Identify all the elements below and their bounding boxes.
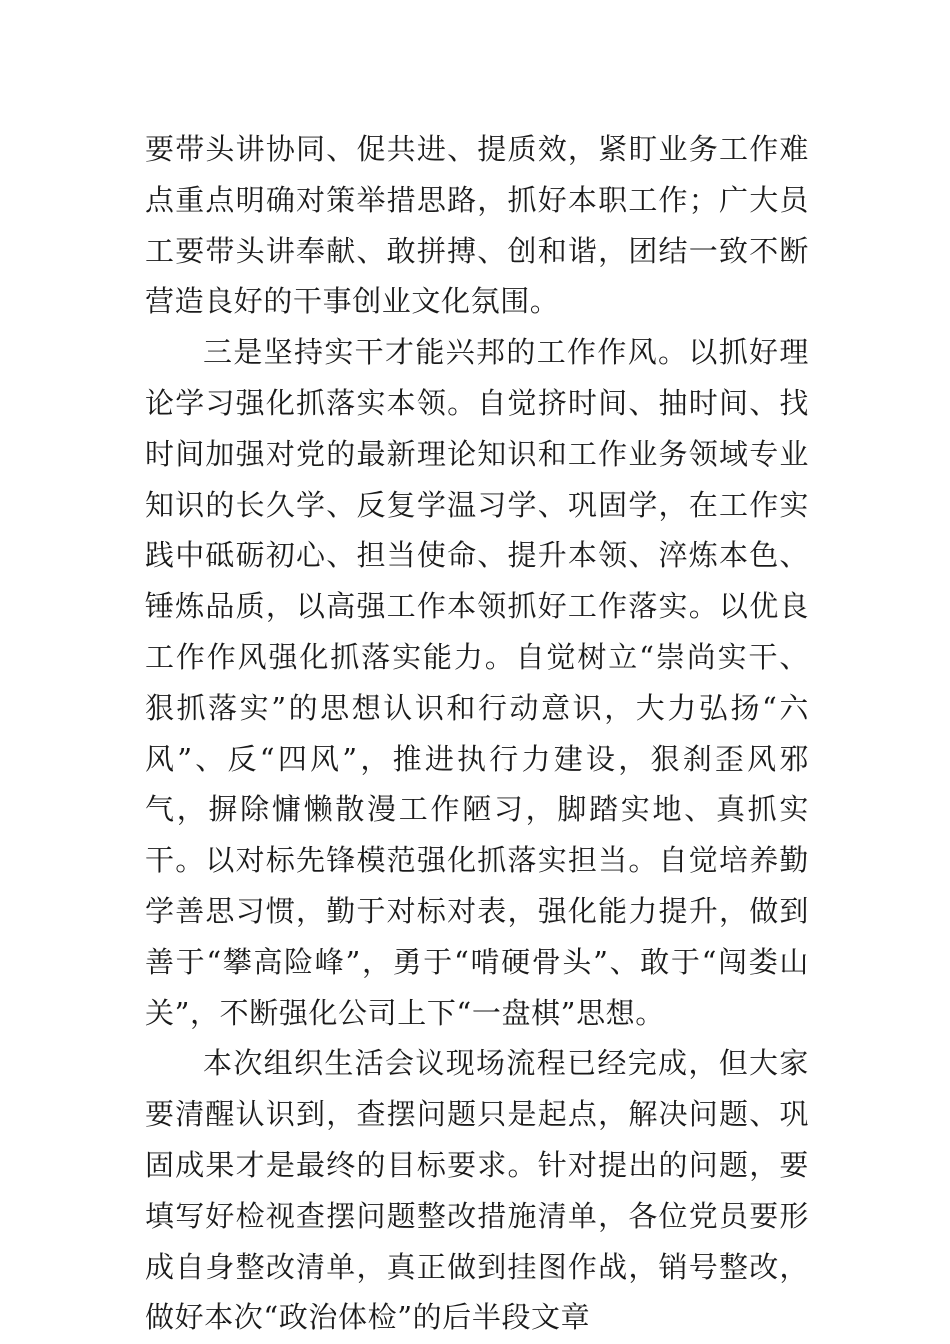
document-body xyxy=(145,124,809,1343)
paragraph-conclusion: 本次组织生活会议现场流程已经完成，但大家要清醒认识到，查摆问题只是起点，解决问题、巩固成果才是最终的目标要求。针对提出的问题，要填写好检视查摆问题整改措施清单，各位党员要形成自身整改清单，真正做到挂图作战，销号整改，做好本次“政治体检”的后半段文章 xyxy=(145,1046,809,1335)
paragraph-work-style: 三是坚持实干才能兴邦的工作作风。以抓好理论学习强化抓落实本领。自觉挤时间、抽时间、找时间加强对党的最新理论知识和工作业务领域专业知识的长久学、反复学温习学、巩固学，在工作实践中砥砺初心、担当使命、提升本领、淬炼本色、锤炼品质，以高强工作本领抓好工作落实。以优良工作作风强化抓落实能力。自觉树立“崇尚实干、狠抓落实”的思想认识和行动意识，大力弘扬“六风”、反“四风”，推进执行力建设，狠刹歪风邪气，摒除慵懒散漫工作陋习，脚踏实地、真抓实干。以对标先锋模范强化抓落实担当。自觉培养勤学善思习惯，勤于对标对表，强化能力提升，做到善于“攀高险峰”，勇于“啃硬骨头”、敢于“闯娄山关”，不断强化公司上下“一盘棋”思想。 xyxy=(145,335,809,1030)
paragraph-continuation: 要带头讲协同、促共进、提质效，紧盯业务工作难点重点明确对策举措思路，抓好本职工作；广大员工要带头讲奉献、敢拼搏、创和谐，团结一致不断营造良好的干事创业文化氛围。 xyxy=(145,132,809,319)
